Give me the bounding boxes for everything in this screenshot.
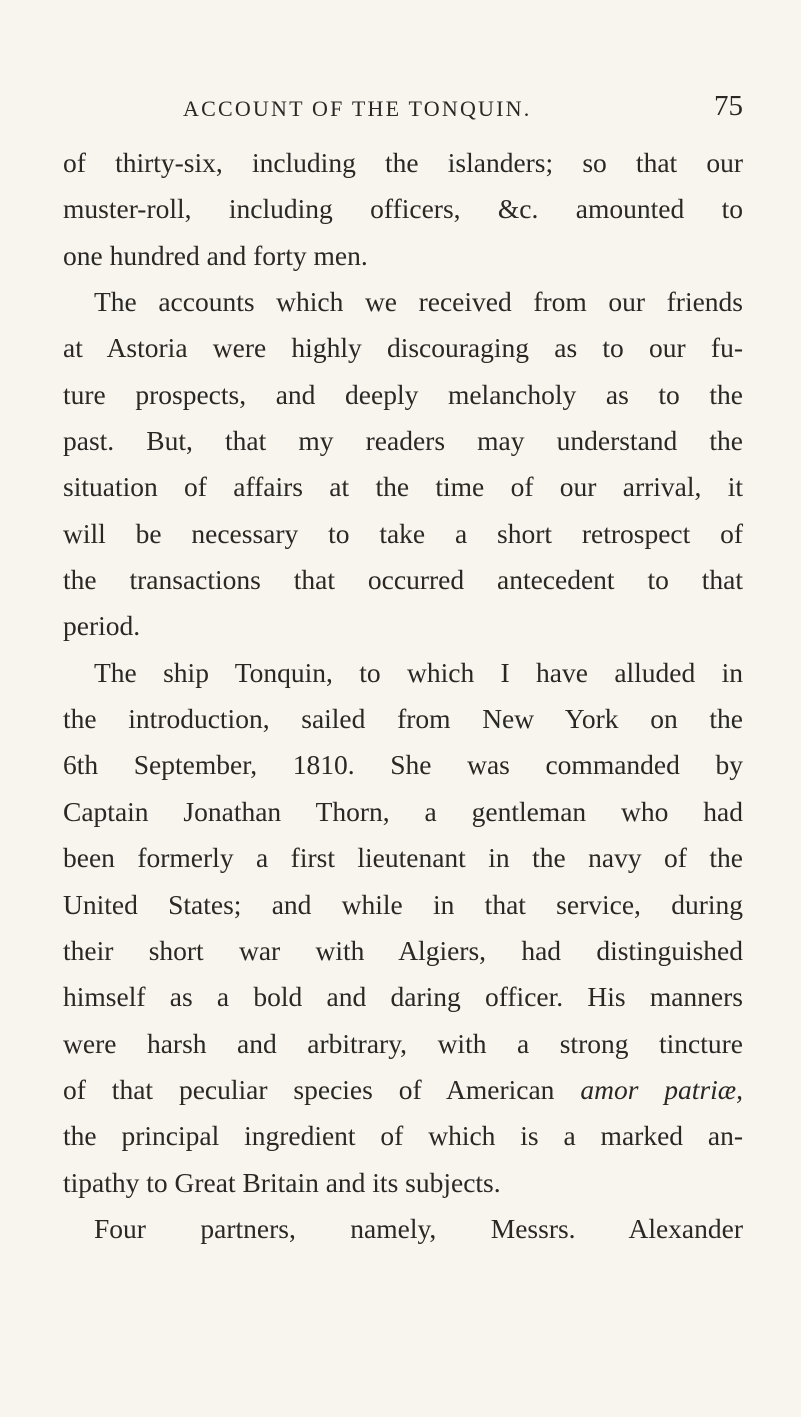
text-line: the introduction, sailed from New York on the — [63, 703, 743, 735]
text-line: himself as a bold and daring officer. His manners — [63, 981, 743, 1013]
text-line: were harsh and arbitrary, with a strong tincture — [63, 1027, 743, 1059]
text-line: the principal ingredient of which is a marked an- — [63, 1120, 743, 1152]
text-line: tipathy to Great Britain and its subjects. — [63, 1166, 501, 1198]
text-line: of thirty-six, including the islanders; so that our — [63, 147, 743, 178]
text-line: past. But, that my readers may understand the — [63, 425, 743, 457]
text-line: will be necessary to take a short retrospect of — [63, 517, 743, 549]
page-header — [183, 90, 743, 132]
paragraph-start-line: The accounts which we received from our friends — [94, 286, 743, 318]
text-line-with-italic — [63, 1067, 743, 1113]
text-line: 6th September, 1810. She was commanded by — [63, 749, 743, 781]
running-head: ACCOUNT OF THE TONQUIN. — [183, 96, 532, 121]
italic-phrase: amor patriæ, — [580, 1073, 744, 1105]
text-line: ture prospects, and deeply melancholy as to the — [63, 378, 743, 410]
text-line: Captain Jonathan Thorn, a gentleman who had — [63, 795, 743, 827]
text-span: of that peculiar species of American — [63, 1073, 555, 1105]
body-text — [63, 140, 743, 1252]
text-line: their short war with Algiers, had distinguished — [63, 934, 743, 966]
text-line: period. — [63, 610, 141, 642]
text-line: the transactions that occurred antecedent to that — [63, 564, 743, 596]
page-number: 75 — [714, 90, 743, 122]
text-line: one hundred and forty men. — [63, 239, 368, 271]
text-line: at Astoria were highly discouraging as to our fu- — [63, 332, 743, 364]
text-line: situation of affairs at the time of our arrival, it — [63, 471, 743, 503]
paragraph-start-line: Four partners, namely, Messrs. Alexander — [94, 1212, 743, 1244]
text-line: muster-roll, including officers, &c. amounted to — [63, 193, 743, 225]
text-line: United States; and while in that service, during — [63, 888, 743, 920]
text-line: been formerly a first lieutenant in the navy of the — [63, 842, 743, 874]
paragraph-start-line: The ship Tonquin, to which I have alluded in — [94, 656, 743, 688]
